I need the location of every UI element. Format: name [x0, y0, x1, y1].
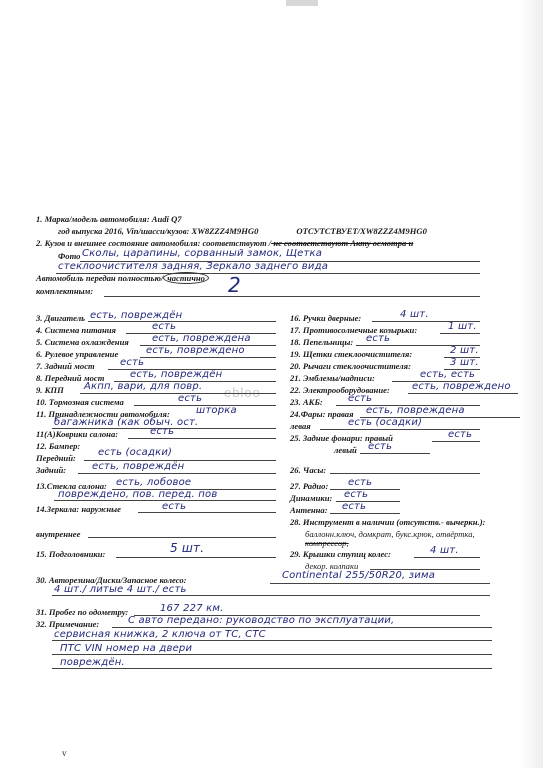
hw-rear-axle: есть — [120, 357, 145, 368]
label-visors: 17. Противосолнечные козырьки: — [290, 325, 418, 335]
underline — [330, 513, 400, 514]
hw-steering: есть, повреждено — [146, 345, 245, 356]
handover-partial: частично — [163, 272, 209, 284]
field-year-vin — [58, 226, 427, 236]
scan-edge-shadow — [521, 0, 543, 768]
label-lamp-left: левая — [290, 421, 311, 431]
field-complete: комплектным: — [36, 286, 94, 296]
label-radio: 27. Радио: — [290, 481, 329, 491]
label-tools: 28. Инструмент в наличии (отсутств.- вычеркн.): — [290, 517, 486, 527]
body-mismatch-text: не соответствуют Акту осмотра и — [271, 238, 414, 248]
hw-accessories-2: багажника (как обыч. ост. — [54, 417, 199, 428]
hw-tyres: Continental 255/50R20, зима — [282, 570, 436, 581]
field-make-model: 1. Марка/модель автомобиля: Audi Q7 — [36, 214, 182, 224]
label-tail-left: левый — [334, 445, 357, 455]
label-front-axle: 8. Передний мост — [36, 373, 105, 383]
photo-label: Фото — [58, 251, 81, 261]
hw-glass-2: повреждено, пов. перед. пов — [58, 489, 218, 500]
label-gearbox: 9. КПП — [36, 385, 64, 395]
label-engine: 3. Двигатель — [36, 313, 86, 323]
hw-note-2: сервисная книжка, 2 ключа от ТС, СТС — [54, 629, 266, 640]
underline — [128, 438, 276, 439]
hw-cooling: есть, повреждена — [152, 333, 251, 344]
label-lamp-right: 24.Фары: правая — [290, 409, 354, 419]
hw-note-4: повреждён. — [60, 657, 125, 668]
hw-lamp-right: есть, повреждена — [366, 405, 465, 416]
label-decor-caps: декор. колпаки — [305, 561, 359, 571]
underline — [88, 321, 276, 322]
hw-emblems: есть, есть — [420, 369, 476, 380]
hw-tyres-2: 4 шт./ литые 4 шт./ есть — [54, 584, 187, 595]
underline — [432, 441, 480, 442]
label-headrests: 15. Подголовники: — [36, 549, 106, 559]
underline — [52, 654, 492, 655]
hw-visors: 1 шт. — [448, 321, 477, 332]
hw-fuel: есть — [152, 321, 177, 332]
hw-gearbox: Акпп, вари, для повр. — [84, 381, 203, 392]
label-bumper-front: Передний: — [36, 453, 76, 463]
hw-odometer: 167 227 км. — [160, 603, 224, 614]
label-steering: 6. Рулевое управление — [36, 349, 119, 359]
hw-wiper-arms: 3 шт. — [450, 357, 479, 368]
hw-note-3: ПТС VIN номер на двери — [60, 643, 193, 654]
hw-electrics: есть, повреждено — [412, 381, 511, 392]
body-match-text: 2. Кузов и внешнее состояние автомобиля: соответствуют / — [36, 238, 272, 248]
underline — [88, 537, 276, 538]
label-emblems: 21. Эмблемы/надписи: — [290, 373, 375, 383]
tools-list: баллонн.ключ, домкрат, букс.крюк, отвёртка, — [305, 529, 475, 539]
label-speakers: Динамики: — [290, 493, 333, 503]
year-vin-text: год выпуска 2016, Vin/шасси/кузов: XW8ZZZ4M9HG0 — [58, 226, 259, 236]
underline — [140, 357, 276, 358]
underline — [112, 489, 276, 490]
label-tyres: 30. Авторезина/Диски/Запасное колесо: — [36, 575, 187, 585]
hw-headrests: 5 шт. — [170, 541, 205, 555]
hw-note-1: С авто передано: руководство по эксплуатации, — [128, 615, 395, 626]
hw-tail-left: есть — [368, 441, 393, 452]
field-body-condition — [36, 238, 413, 248]
label-tail-right: 25. Задние фонари: правый — [290, 433, 393, 443]
label-battery: 23. АКБ: — [290, 397, 323, 407]
hw-photo-notes: Сколы, царапины, сорванный замок, Щетка — [82, 248, 323, 259]
label-hubcaps: 29. Крышки ступиц колес: — [290, 549, 391, 559]
footer-mark: v — [62, 748, 67, 758]
label-fuel: 4. Система питания — [36, 325, 116, 335]
vin-absent-text: ОТСУТСТВУЕТ/XW8ZZZ4M9HG0 — [296, 226, 427, 236]
hw-antenna: есть — [342, 501, 367, 512]
label-mirror-inner: внутреннее — [36, 529, 81, 539]
label-electrics: 22. Электрооборудование: — [290, 385, 390, 395]
hw-radio: есть — [348, 477, 373, 488]
underline — [52, 640, 492, 641]
label-mirror-outer: 14.Зеркала: наружные — [36, 504, 121, 514]
label-cooling: 5. Система охлаждения — [36, 337, 129, 347]
hw-wipers: 2 шт. — [450, 345, 479, 356]
label-accessories: 11. Принадлежности автомобиля: — [36, 409, 170, 419]
hw-mirror-outer: есть — [162, 501, 187, 512]
hw-front-axle: есть, повреждён — [130, 369, 223, 380]
hw-bumper-front: есть (осадки) — [98, 447, 173, 458]
underline — [270, 583, 490, 584]
hw-battery: есть — [348, 393, 373, 404]
hw-hubcaps: 4 шт. — [430, 545, 459, 556]
underline — [440, 333, 480, 334]
underline — [78, 473, 276, 474]
underline — [112, 627, 492, 628]
underline — [414, 557, 480, 558]
hw-speakers: есть — [344, 489, 369, 500]
label-glass: 13.Стекла салона: — [36, 481, 107, 491]
label-notes: 32. Примечание: — [36, 619, 100, 629]
handover-full: Автомобиль передан полностью/ — [36, 273, 164, 283]
underline — [52, 668, 492, 669]
hw-glass: есть, лобовое — [116, 477, 192, 488]
scan-artifact — [286, 0, 318, 6]
label-antenna: Антенна: — [290, 505, 328, 515]
hw-kompl: 2 — [228, 273, 241, 297]
hw-brakes: есть — [178, 393, 203, 404]
underline — [330, 473, 480, 474]
label-clock: 26. Часы: — [290, 465, 327, 475]
underline — [138, 512, 276, 513]
watermark: ebloo — [224, 385, 261, 400]
hw-accessories: шторка — [196, 405, 237, 416]
hw-bumper-rear: есть, повреждён — [92, 461, 185, 472]
hw-mats: есть — [150, 426, 175, 437]
hw-tail-right: есть — [448, 429, 473, 440]
tools-compressor: компрессор, — [305, 538, 349, 548]
underline — [360, 453, 430, 454]
hw-photo-notes-2: стеклоочистителя задняя, Зеркало заднего вида — [58, 261, 329, 272]
label-wipers: 19. Щетки стеклоочистителя: — [290, 349, 413, 359]
hw-ashtrays: есть — [366, 333, 391, 344]
underline — [408, 393, 518, 394]
label-bumper: 12. Бампер: — [36, 441, 81, 451]
underline — [104, 296, 480, 297]
label-brakes: 10. Тормозная система — [36, 397, 124, 407]
underline — [52, 595, 490, 596]
label-mats: 11(А)Коврики салона: — [36, 429, 119, 439]
label-rear-axle: 7. Задний мост — [36, 361, 95, 371]
label-odometer: 31. Пробег по одометру: — [36, 607, 129, 617]
hw-lamp-left: есть (осадки) — [348, 417, 423, 428]
hw-engine: есть, повреждён — [90, 310, 183, 321]
label-bumper-rear: Задний: — [36, 465, 67, 475]
underline — [116, 557, 276, 558]
label-wiper-arms: 20. Рычаги стеклоочистителя: — [290, 361, 411, 371]
field-handover — [36, 273, 209, 283]
label-door-handles: 16. Ручки дверные: — [290, 313, 362, 323]
hw-door-handles: 4 шт. — [400, 309, 429, 320]
label-ashtrays: 18. Пепельницы: — [290, 337, 354, 347]
